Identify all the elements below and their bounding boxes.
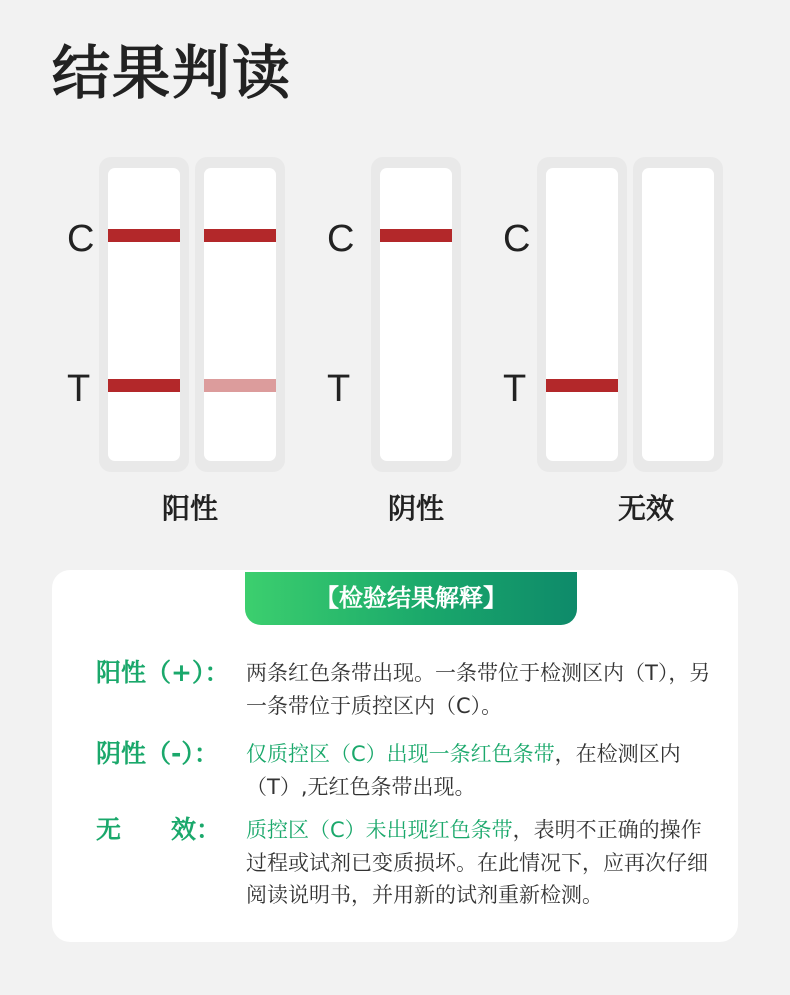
t-line-label: T bbox=[327, 368, 351, 410]
page-title: 结果判读 bbox=[52, 39, 293, 107]
item-description bbox=[246, 814, 714, 912]
strip-window bbox=[642, 168, 714, 461]
test-strip-negative bbox=[371, 157, 461, 472]
item-key: 无 效： bbox=[96, 815, 222, 844]
caption-negative: 阴性 bbox=[387, 492, 444, 525]
explanation-heading: 【检验结果解释】 bbox=[245, 572, 577, 625]
test-band bbox=[546, 379, 618, 392]
item-key: 阳性（+）： bbox=[96, 658, 230, 687]
item-text: ，表明不正确的操作过程或试剂已变质损坏。在此情况下，应再次仔细阅读说明书，并用新的试剂重新检测。 bbox=[246, 818, 708, 908]
test-strip-positive-weak bbox=[195, 157, 285, 472]
strip-window bbox=[108, 168, 180, 461]
c-line-label: C bbox=[503, 218, 531, 260]
item-description bbox=[246, 657, 714, 722]
caption-invalid: 无效 bbox=[617, 492, 674, 525]
item-highlight: 质控区（C）未出现红色条带 bbox=[246, 818, 513, 842]
strip-window bbox=[380, 168, 452, 461]
item-text: ，在检测区内（T）,无红色条带出现。 bbox=[246, 742, 681, 799]
test-strip-invalid-blank bbox=[633, 157, 723, 472]
c-line-label: C bbox=[67, 218, 95, 260]
item-highlight: 仅质控区（C）出现一条红色条带 bbox=[246, 742, 555, 766]
t-line-label: T bbox=[503, 368, 527, 410]
strip-window bbox=[204, 168, 276, 461]
control-band bbox=[108, 229, 180, 242]
control-band bbox=[204, 229, 276, 242]
t-line-label: T bbox=[67, 368, 91, 410]
test-band bbox=[108, 379, 180, 392]
test-strip-positive-strong bbox=[99, 157, 189, 472]
test-strip-invalid-t-only bbox=[537, 157, 627, 472]
control-band bbox=[380, 229, 452, 242]
test-band-faint bbox=[204, 379, 276, 392]
caption-positive: 阳性 bbox=[161, 492, 218, 525]
item-key: 阴性（-）： bbox=[96, 739, 219, 768]
item-text: 两条红色条带出现。一条带位于检测区内（T），另一条带位于质控区内（C）。 bbox=[246, 661, 711, 718]
c-line-label: C bbox=[327, 218, 355, 260]
item-description bbox=[246, 738, 714, 803]
strip-window bbox=[546, 168, 618, 461]
